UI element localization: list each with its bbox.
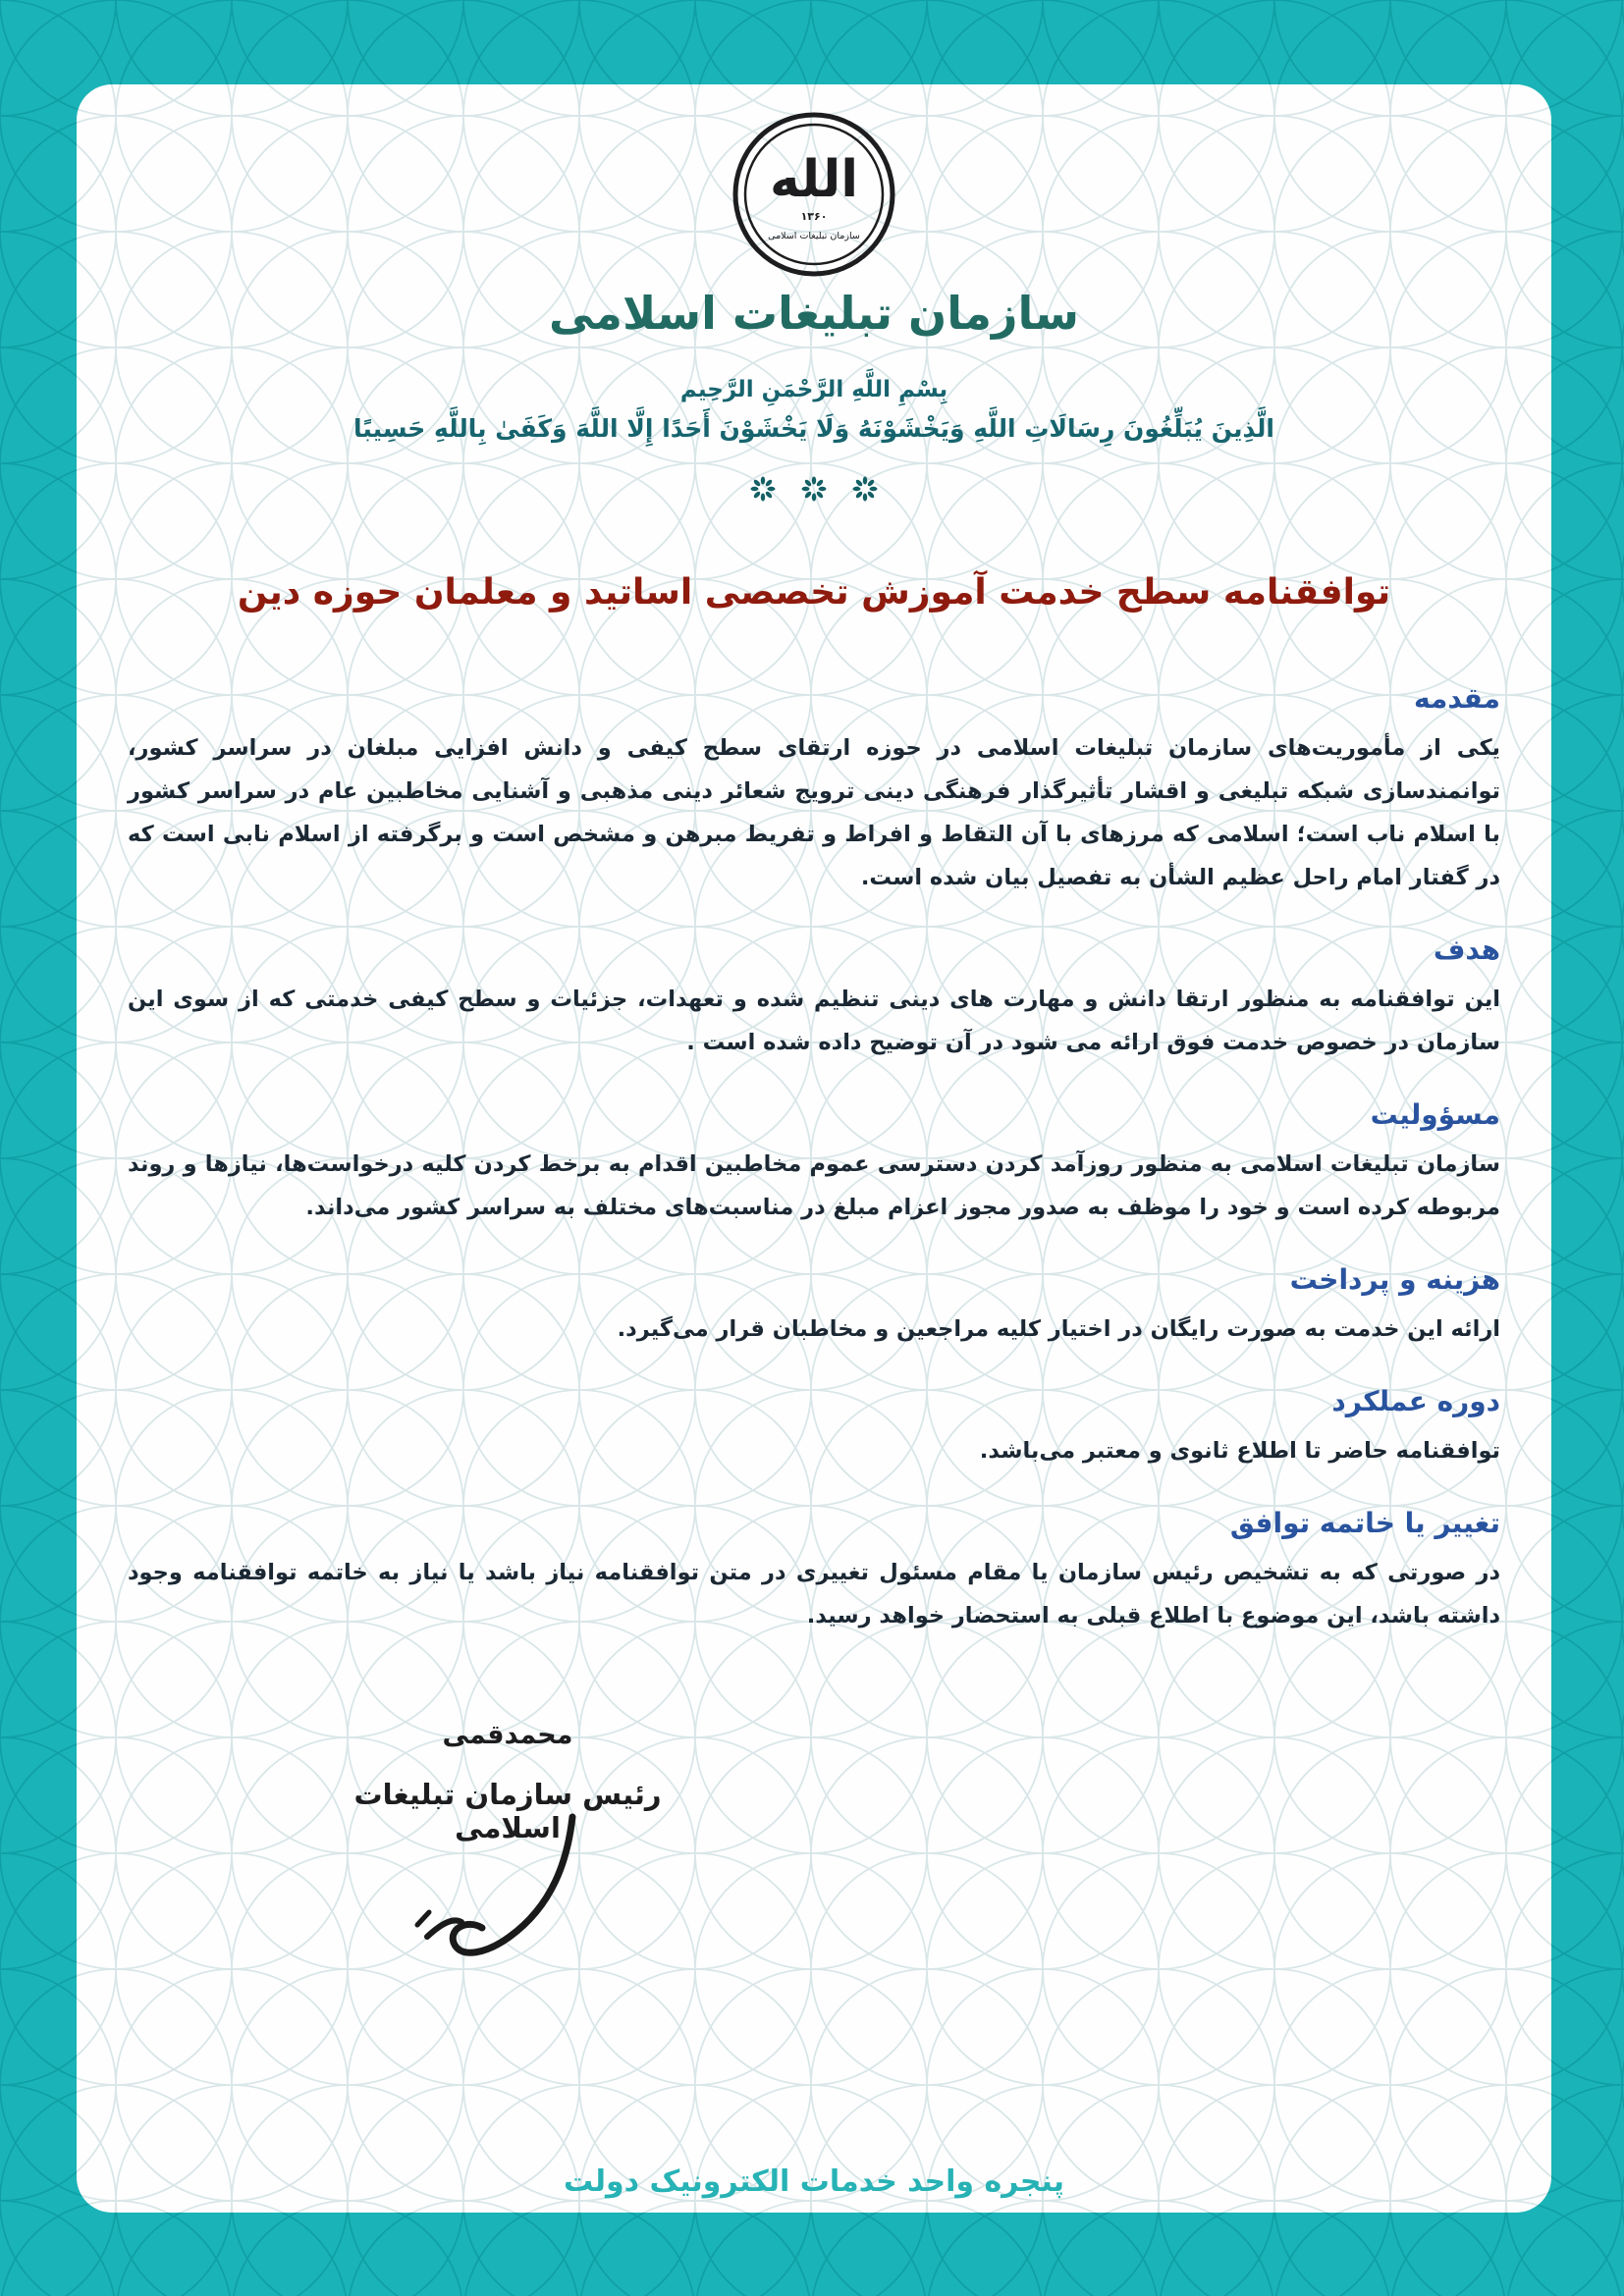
- flower-asterisk-icon: [750, 476, 776, 502]
- quran-verse-text: الَّذِينَ يُبَلِّغُونَ رِسَالَاتِ اللَّهِ وَيَخْشَوْنَهُ وَلَا يَخْشَوْنَ أَحَدًا إِلَّا اللَّهَ وَكَفَىٰ بِاللَّهِ حَسِيبًا: [353, 414, 1274, 443]
- section-goal: [128, 933, 1500, 1064]
- emblem-year: ۱۳۶۰: [800, 210, 828, 223]
- section-body: یکی از مأموریت‌های سازمان تبلیغات اسلامی در حوزه ارتقای سطح کیفی و دانش افزایی مبلغان در سراسر کشور، توانمندسازی شبکه تبلیغی و اقشار تأثیرگذار فرهنگی دینی ترویج شعائر دینی مذهبی و آشنایی مخاطبین عام در سراسر کشور با اسلام ناب است؛ اسلامی که مرزهای با آن التقاط و افراط و تفریط مبرهن و مشخص است و برگرفته از اسلام نابی است که در گفتار امام راحل عظیم الشأن به تفصیل بیان شده است.: [128, 735, 1500, 890]
- section-body: این توافقنامه به منظور ارتقا دانش و مهارت های دینی تنظیم شده و تعهدات، جزئیات و سطح کیفی خدمتی که از سوی این سازمان در خصوص خدمت فوق ارائه می شود در آن توضیح داده شده است .: [128, 987, 1500, 1055]
- section-body: ارائه این خدمت به صورت رایگان در اختیار کلیه مراجعین و مخاطبان قرار می‌گیرد.: [617, 1316, 1500, 1342]
- section-heading: مسؤولیت: [1370, 1098, 1500, 1131]
- document-page-content: [77, 84, 1551, 2213]
- signatory-title: رئیس سازمان تبلیغات اسلامی: [353, 1778, 662, 1844]
- section-heading: هدف: [1433, 934, 1500, 966]
- section-responsibility: [128, 1097, 1500, 1229]
- emblem-org-name-small: سازمان تبلیغات اسلامی: [768, 231, 860, 241]
- org-emblem-icon: [730, 110, 898, 279]
- flower-asterisk-icon: [801, 476, 827, 502]
- section-heading: دوره عملکرد: [1331, 1385, 1500, 1417]
- emblem-allah-calligraphy: الله: [769, 150, 859, 209]
- document-title: توافقنامه سطح خدمت آموزش تخصصی اساتید و معلمان حوزه دین: [237, 572, 1391, 613]
- flower-asterisk-icon: [852, 476, 878, 502]
- sections: [128, 681, 1500, 1637]
- section-heading: هزینه و پرداخت: [1289, 1263, 1500, 1296]
- signatory-name: محمدقمی: [442, 1720, 573, 1750]
- org-name-calligraphy: سازمان تبلیغات اسلامی: [548, 287, 1080, 340]
- ornamental-divider: [128, 476, 1500, 502]
- section-cost-payment: [128, 1262, 1500, 1351]
- bismillah-text: بِسْمِ اللَّهِ الرَّحْمَنِ الرَّحِيم: [679, 377, 948, 402]
- section-body: در صورتی که به تشخیص رئیس سازمان یا مقام مسئول تغییری در متن توافقنامه نیاز باشد یا نیاز به خاتمه توافقنامه وجود داشته باشد، این موضوع با اطلاع قبلی به استحضار خواهد رسید.: [128, 1560, 1500, 1629]
- section-performance-period: [128, 1384, 1500, 1472]
- section-heading: تغییر یا خاتمه توافق: [1229, 1507, 1500, 1539]
- section-body: توافقنامه حاضر تا اطلاع ثانوی و معتبر می‌باشد.: [979, 1438, 1500, 1464]
- footer-service-window-label: پنجره واحد خدمات الکترونیک دولت: [564, 2164, 1064, 2199]
- section-change-termination: [128, 1506, 1500, 1637]
- section-heading: مقدمه: [1414, 682, 1500, 715]
- org-logo: [128, 110, 1500, 340]
- signature-block: [301, 1720, 714, 2002]
- section-intro: [128, 681, 1500, 899]
- section-body: سازمان تبلیغات اسلامی به منظور روزآمد کردن دسترسی عموم مخاطبین اقدام به برخط کردن کلیه درخواست‌ها، نیازها و روند مربوطه کرده است و خود را موظف به صدور مجوز اعزام مبلغ در مناسبت‌های مختلف به سراسر کشور می‌داند.: [128, 1151, 1500, 1220]
